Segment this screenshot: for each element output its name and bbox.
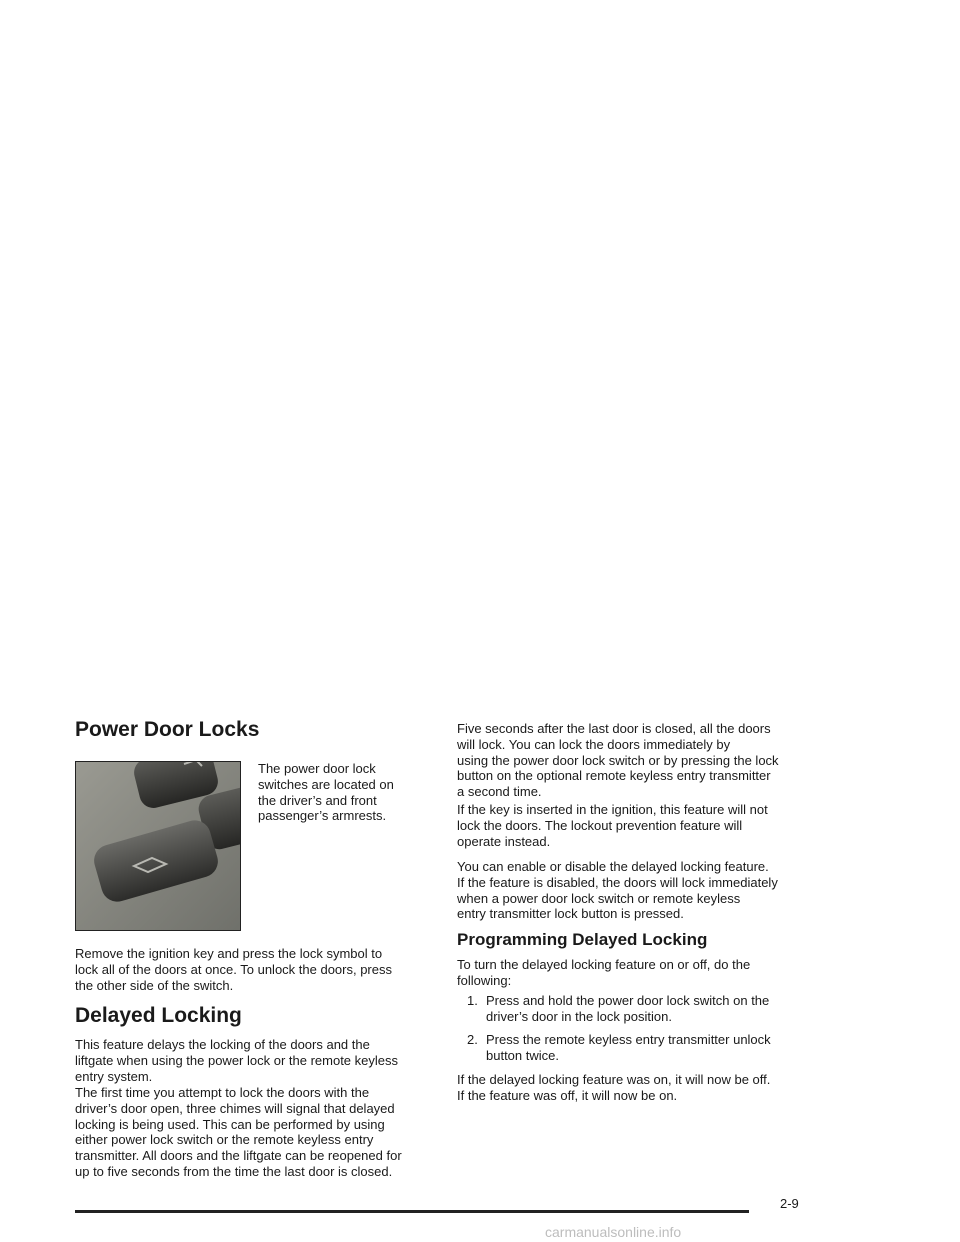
paragraph-turn-feature: To turn the delayed locking feature on or off, do the following: — [457, 957, 751, 988]
paragraph-first-time: The first time you attempt to lock the doors with the driver’s door open, three chimes will signal that delayed locking is being used. This can be performed by using either power lock switch or the remote keyless entry transmitter. All doors and the liftgate can be reopened for up to five seconds from the time the last door is closed. — [75, 1085, 402, 1179]
paragraph-feature: This feature delays the locking of the doors and the liftgate when using the power lock or the remote keyless entry system. — [75, 1037, 399, 1084]
door-lock-switch-photo — [75, 761, 241, 931]
paragraph-key-inserted: If the key is inserted in the ignition, this feature will not lock the doors. The lockout prevention feature will operate instead. — [457, 802, 768, 849]
list-item-number: 1. — [467, 993, 478, 1008]
caption-text: The power door lock switches are located on the driver’s and front passenger’s armrests. — [258, 761, 394, 824]
list-item-number: 2. — [467, 1032, 478, 1047]
paragraph-remove-key: Remove the ignition key and press the lock symbol to lock all of the doors at once. To unlock the doors, press the other side of the switch. — [75, 946, 392, 993]
heading-programming-delayed-locking: Programming Delayed Locking — [457, 930, 708, 949]
list-item-text: Press and hold the power door lock switch on the driver’s door in the lock position. — [486, 993, 770, 1024]
heading-power-door-locks: Power Door Locks — [75, 718, 260, 741]
watermark-link[interactable]: carmanualsonline.info — [545, 1224, 682, 1240]
page-number: 2-9 — [780, 1196, 799, 1211]
paragraph-five-seconds: Five seconds after the last door is closed, all the doors will lock. You can lock the doors immediately by using the power door lock switch or by pressing the lock button on the optional remote keyless entry transmitter a second time. — [457, 721, 779, 800]
paragraph-enable-disable: You can enable or disable the delayed locking feature. If the feature is disabled, the doors will lock immediately when a power door lock switch or remote keyless entry transmitter lock button is pressed. — [457, 859, 778, 922]
list-item-text: Press the remote keyless entry transmitter unlock button twice. — [486, 1032, 771, 1063]
paragraph-result: If the delayed locking feature was on, it will now be off. If the feature was off, it will now be on. — [457, 1072, 771, 1103]
heading-delayed-locking: Delayed Locking — [75, 1004, 242, 1027]
footer-rule — [75, 1210, 749, 1213]
